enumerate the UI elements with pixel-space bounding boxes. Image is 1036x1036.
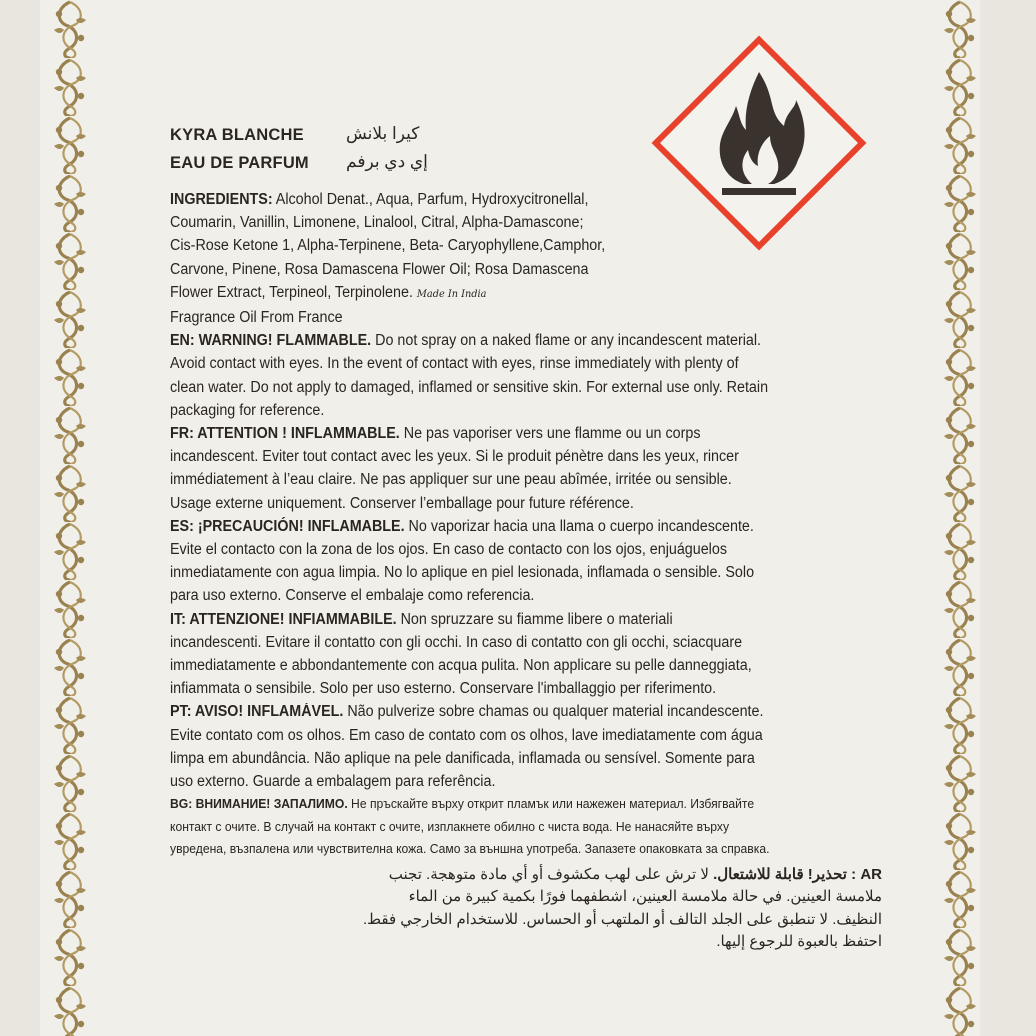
warning-bg — [170, 793, 880, 860]
warning-label: PT: AVISO! INFLAMÁVEL. — [170, 703, 344, 721]
warning-fr — [170, 422, 880, 515]
product-type: EAU DE PARFUM — [170, 154, 309, 172]
ingredients-line: Carvone, Pinene, Rosa Damascena Flower Oil; Rosa Damascena — [170, 260, 589, 278]
product-name: KYRA BLANCHE — [170, 126, 304, 144]
warning-label: ES: ¡PRECAUCIÓN! INFLAMABLE. — [170, 517, 405, 535]
ingredients-line: Cis-Rose Ketone 1, Alpha-Terpinene, Beta- Caryophyllene,Camphor, — [170, 237, 606, 255]
warning-label: EN: WARNING! FLAMMABLE. — [170, 332, 372, 350]
ornamental-border-right — [940, 0, 980, 1036]
warning-line: النظيف. لا تنطبق على الجلد التالف أو الملتهب أو الحساس. للاستخدام الخارجي فقط. — [362, 910, 882, 928]
ingredients-line: Flower Extract, Terpineol, Terpinolene. — [170, 283, 417, 301]
warning-line: uso externo. Guarde a embalagem para referência. — [170, 773, 496, 791]
warning-line: incandescent. Eviter tout contact avec les yeux. Si le produit pénètre dans les yeux, rincer — [170, 448, 739, 466]
warning-label: IT: ATTENZIONE! INFIAMMABILE. — [170, 610, 397, 628]
warning-line: احتفظ بالعبوة للرجوع إليها. — [716, 933, 882, 950]
product-name-arabic: كيرا بلانش — [346, 124, 420, 143]
warning-line: immediatamente e abbondantemente con acqua pulita. Non applicare su pelle danneggiata, — [170, 657, 752, 675]
warning-label: BG: ВНИМАНИЕ! ЗАПАЛИМО. — [170, 796, 348, 812]
warning-line: ملامسة العينين. في حالة ملامسة العينين، اشطفهما فورًا بكمية كبيرة من الماء — [408, 888, 882, 905]
warning-line: Ne pas vaporiser vers une flamme ou un corps — [399, 425, 701, 443]
warning-line: para uso externo. Conserve el embalaje como referencia. — [170, 587, 535, 605]
ingredients-line: Alcohol Denat., Aqua, Parfum, Hydroxycitronellal, — [272, 191, 589, 208]
warning-label: FR: ATTENTION ! INFLAMMABLE. — [170, 425, 400, 443]
warning-es — [170, 515, 880, 608]
warning-line: immédiatement à l’eau claire. Ne pas appliquer sur une peau abîmée, irritée ou sensible. — [170, 471, 732, 489]
product-type-arabic: إي دي برفم — [346, 152, 428, 171]
ingredients-line: Coumarin, Vanillin, Limonene, Linalool, Citral, Alpha-Damascone; — [170, 214, 584, 232]
warning-line: Do not spray on a naked flame or any incandescent material. — [371, 332, 762, 350]
warning-line: Non spruzzare su fiamme libere o materiali — [396, 610, 673, 628]
warning-ar — [170, 864, 882, 954]
product-type-row — [170, 154, 880, 182]
warning-line: Usage externe uniquement. Conserver l’emballage pour future référence. — [170, 494, 634, 512]
warning-line: لا ترش على لهب مكشوف أو أي مادة متوهجة. تجنب — [388, 865, 714, 883]
warning-line: Evite el contacto con la zona de los ojos. En caso de contacto con los ojos, enjuáguelos — [170, 541, 727, 559]
warning-line: Não pulverize sobre chamas ou qualquer material incandescente. — [343, 703, 764, 721]
warning-line: incandescenti. Evitare il contatto con gli occhi. In caso di contatto con gli occhi, sciacquare — [170, 633, 743, 651]
warning-line: увредена, възпалена или чувствителна кожа. Само за външна употреба. Запазете опаковката за справка. — [170, 841, 770, 857]
warning-line: контакт с очите. В случай на контакт с очите, изплакнете обилно с чиста вода. Не нанасяйте върху — [170, 818, 730, 834]
warning-line: limpa em abundância. Não aplique na pele danificada, inflamada ou sensível. Somente para — [170, 749, 755, 767]
made-in-text: Made In India — [416, 287, 487, 300]
warning-label: AR : تحذير! قابلة للاشتعال. — [713, 865, 882, 883]
product-name-row — [170, 126, 880, 154]
warning-it — [170, 608, 880, 701]
ingredients-label: INGREDIENTS: — [170, 191, 273, 208]
warning-line: inmediatamente con agua limpia. No lo aplique en piel lesionada, inflamada o sensible. Solo — [170, 564, 755, 582]
label-content — [170, 126, 880, 954]
fragrance-origin: Fragrance Oil From France — [170, 309, 343, 327]
ingredients-block — [170, 188, 654, 329]
warning-line: packaging for reference. — [170, 401, 325, 419]
warning-line: clean water. Do not apply to damaged, inflamed or sensitive skin. For external use only. Retain — [170, 378, 769, 396]
warning-line: No vaporizar hacia una llama o cuerpo incandescente. — [404, 517, 754, 535]
warning-line: Evite contato com os olhos. Em caso de contato com os olhos, lave imediatamente com água — [170, 726, 763, 744]
ornamental-border-left — [50, 0, 90, 1036]
warning-line: infiammata o sensibile. Solo per uso esterno. Conservare l'imballaggio per riferimento. — [170, 680, 717, 698]
warning-line: Avoid contact with eyes. In the event of contact with eyes, rinse immediately with plenty of — [170, 355, 739, 373]
warning-line: Не пръскайте върху открит пламък или нажежен материал. Избягвайте — [347, 796, 755, 812]
warning-pt — [170, 700, 880, 793]
warning-en — [170, 329, 880, 422]
